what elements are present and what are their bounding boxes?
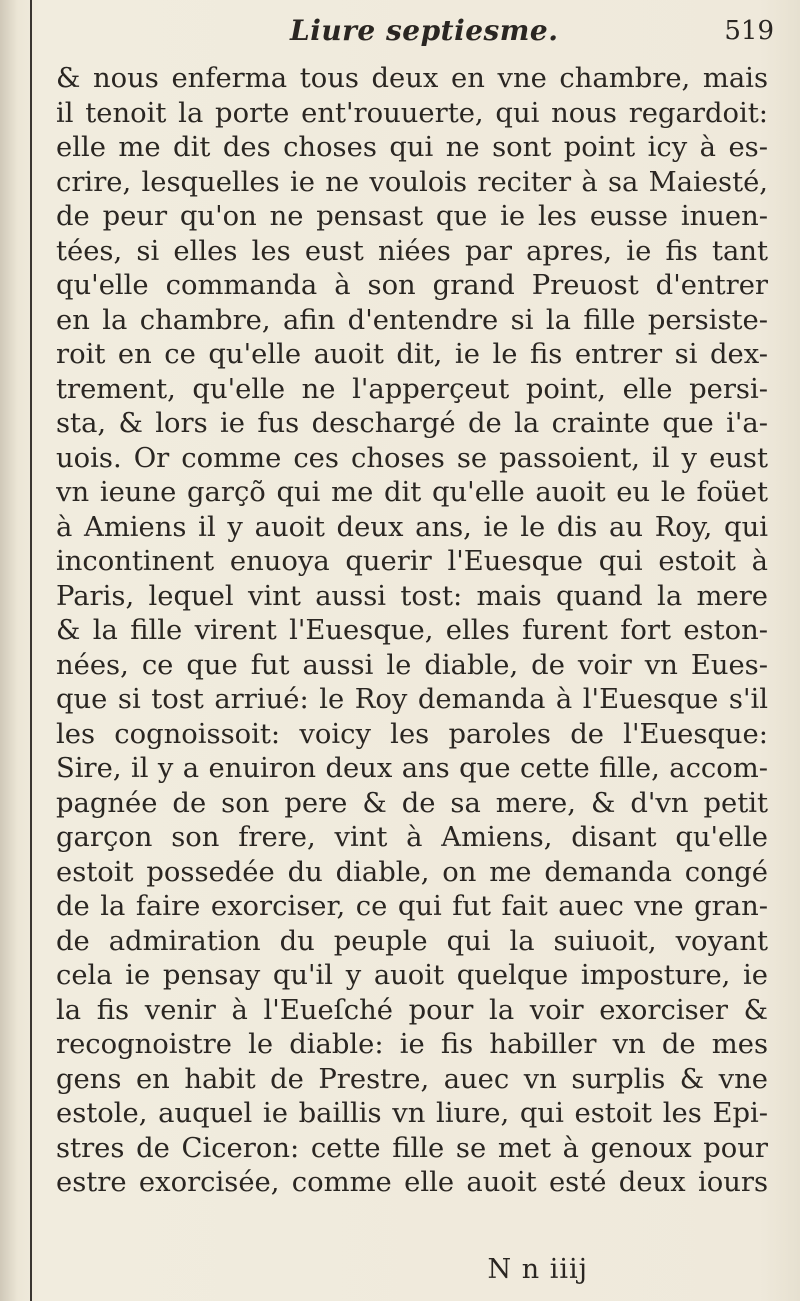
text-line: uois. Or comme ces choses se passoient, il y eust — [56, 442, 768, 474]
text-line: de peur qu'on ne pensast que ie les eusse inuen- — [56, 201, 768, 232]
text-line: roit en ce qu'elle auoit dit, ie le fis entrer si dex- — [56, 339, 768, 370]
text-line: elle me dit des choses qui ne sont point icy à es- — [56, 132, 768, 163]
text-line: recognoistre le diable: ie fis habiller vn de mes — [56, 1029, 768, 1060]
text-line: garçon son frere, vint à Amiens, disant qu'elle — [56, 822, 768, 853]
text-line: les cognoissoit: voicy les paroles de l'Euesque: — [56, 718, 768, 750]
text-line: il tenoit la porte ent'rouuerte, qui nous regardoit: — [56, 97, 768, 129]
text-line: sta, & lors ie fus deschargé de la crainte que i'a- — [56, 408, 768, 439]
running-title: Liure septiesme. — [290, 14, 559, 47]
page-number: 519 — [724, 16, 774, 46]
text-line: estre exorcisée, comme elle auoit esté deux iours — [56, 1167, 768, 1198]
page-edge-rule — [30, 0, 32, 1301]
text-line: cela ie pensay qu'il y auoit quelque imposture, ie — [56, 960, 768, 991]
text-line: la fis venir à l'Eueſché pour la voir exorciser & — [56, 994, 768, 1026]
text-line: nées, ce que fut aussi le diable, de voir vn Eues- — [56, 649, 768, 681]
text-line: Sire, il y a enuiron deux ans que cette fille, accom- — [56, 753, 768, 784]
text-line: en la chambre, afin d'entendre si la fille persiste- — [56, 304, 768, 336]
text-line: & nous enferma tous deux en vne chambre, mais — [56, 63, 768, 94]
text-line: que si tost arriué: le Roy demanda à l'Euesque s'il — [56, 684, 768, 715]
text-line: de admiration du peuple qui la suiuoit, voyant — [56, 925, 768, 957]
text-line: qu'elle commanda à son grand Preuost d'entrer — [56, 270, 768, 301]
signature-mark: N n iiij — [487, 1254, 588, 1285]
text-line: estole, auquel ie baillis vn liure, qui estoit les Epi- — [56, 1098, 768, 1129]
text-line: trement, qu'elle ne l'apperçeut point, elle persi- — [56, 373, 768, 405]
text-line: incontinent enuoya querir l'Euesque qui estoit à — [56, 546, 768, 577]
body-text — [56, 62, 768, 1201]
text-line: estoit possedée du diable, on me demanda congé — [56, 856, 768, 888]
text-line: vn ieune garçõ qui me dit qu'elle auoit eu le foüet — [56, 477, 768, 508]
text-line: à Amiens il y auoit deux ans, ie le dis au Roy, qui — [56, 511, 768, 543]
text-line: crire, lesquelles ie ne voulois reciter à sa Maiesté, — [56, 166, 768, 198]
text-line: Paris, lequel vint aussi tost: mais quand la mere — [56, 580, 768, 612]
text-line: de la faire exorciser, ce qui fut fait auec vne gran- — [56, 891, 768, 922]
text-line: gens en habit de Prestre, auec vn surplis & vne — [56, 1063, 768, 1095]
text-line: stres de Ciceron: cette fille se met à genoux pour — [56, 1132, 768, 1164]
page-header — [60, 14, 774, 58]
text-line: & la fille virent l'Euesque, elles furent fort eston- — [56, 615, 768, 646]
text-line: tées, si elles les eust niées par apres, ie fis tant — [56, 235, 768, 267]
text-line: pagnée de son pere & de sa mere, & d'vn petit — [56, 787, 768, 819]
